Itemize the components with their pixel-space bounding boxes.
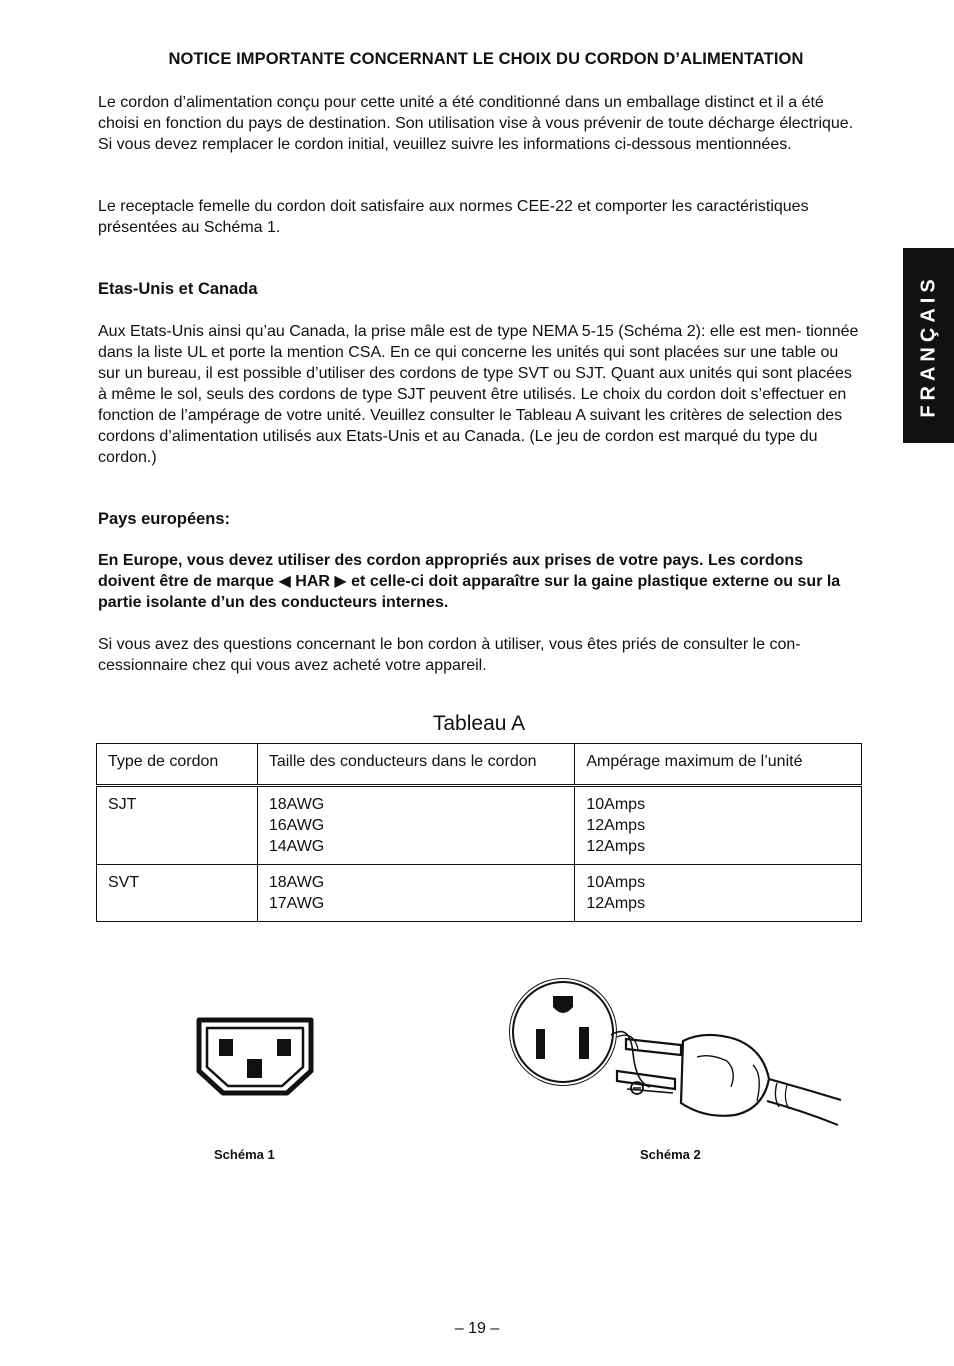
- page-number: – 19 –: [454, 1320, 500, 1337]
- table-cell-type: SVT: [108, 874, 140, 891]
- table-header-amps: Ampérage maximum de l’unité: [586, 753, 803, 770]
- page-title: NOTICE IMPORTANTE CONCERNANT LE CHOIX DU CORDON D’ALIMENTATION: [168, 50, 804, 68]
- us-canada-heading: Etas-Unis et Canada: [98, 280, 258, 298]
- table-cell-amps: 12Amps: [586, 817, 646, 834]
- har-left-triangle: ◀: [278, 573, 291, 590]
- table-header-size: Taille des conducteurs dans le cordon: [268, 753, 537, 770]
- intro-paragraph: Le cordon d’alimentation conçu pour cette unité a été conditionné dans un emballage distinct et il a été choisi en fonction du pays de destination. Son utilisation vise à vous prévenir de toute décharge électrique. Si vous devez remplacer le cordon initial, veuillez suivre les informations ci-dessous mentionnées.: [98, 94, 854, 153]
- table-cell-size: 17AWG: [268, 895, 325, 912]
- table-cell-amps: 12Amps: [586, 895, 646, 912]
- cord-table: [96, 743, 862, 922]
- language-tab-label: FRANÇAIS: [917, 273, 939, 418]
- table-cell-amps: 12Amps: [586, 838, 646, 855]
- table-header-row: [97, 744, 862, 786]
- table-row: [97, 865, 862, 922]
- table-row: [97, 786, 862, 865]
- europe-paragraph: Si vous avez des questions concernant le bon cordon à utiliser, vous êtes priés de consulter le con- cessionnaire chez qui vous avez acheté votre appareil.: [98, 636, 801, 674]
- europe-heading: Pays européens:: [98, 510, 231, 528]
- europe-bold-before: En Europe, vous devez utiliser des cordon appropriés aux prises de votre pays. Les cordons doivent être de marque: [98, 552, 804, 590]
- europe-bold-paragraph: [98, 550, 860, 613]
- table-title: Tableau A: [432, 712, 526, 735]
- cee22-receptacle-icon: [194, 1016, 316, 1096]
- har-mark: HAR: [295, 573, 330, 590]
- table-cell-size: 16AWG: [268, 817, 325, 834]
- receptacle-paragraph: Le receptacle femelle du cordon doit satisfaire aux normes CEE-22 et comporter les caractéristiques présentées au Schéma 1.: [98, 198, 809, 236]
- table-cell-size: 18AWG: [268, 874, 325, 891]
- table-cell-size: 18AWG: [268, 796, 325, 813]
- table-cell-type: SJT: [108, 796, 137, 813]
- language-tab: [903, 248, 954, 443]
- table-header-type: Type de cordon: [108, 753, 219, 770]
- europe-bold-after: et celle-ci doit apparaître sur la gaine plastique externe ou sur la partie isolante d’un des conducteurs internes.: [98, 573, 841, 611]
- table-cell-size: 14AWG: [268, 838, 325, 855]
- schema2-caption: Schéma 2: [640, 1147, 701, 1162]
- schema1-caption: Schéma 1: [214, 1147, 275, 1162]
- table-cell-amps: 10Amps: [586, 796, 646, 813]
- har-right-triangle: ▶: [334, 573, 347, 590]
- table-cell-amps: 10Amps: [586, 874, 646, 891]
- nema-plug-icon: [505, 975, 845, 1131]
- us-canada-paragraph: Aux Etats-Unis ainsi qu’au Canada, la prise mâle est de type NEMA 5-15 (Schéma 2): elle est men- tionnée dans la liste UL et porte la mention CSA. En ce qui concerne les unités qui sont placées sur une table ou sur un bureau, il est possible d’utiliser des cordons de type SVT ou SJT. Quant aux unités qui sont placées à même le sol, seuls des cordons de type SJT peuvent être utilisés. Le choix du cordon doit s’effectuer en fonction de l’ampérage de votre unité. Veuillez consulter le Tableau A suivant les critères de selection des cordons d’alimentation utilisés aux Etats-Unis et au Canada. (Le jeu de cordon est marqué du type du cordon.): [98, 323, 859, 466]
